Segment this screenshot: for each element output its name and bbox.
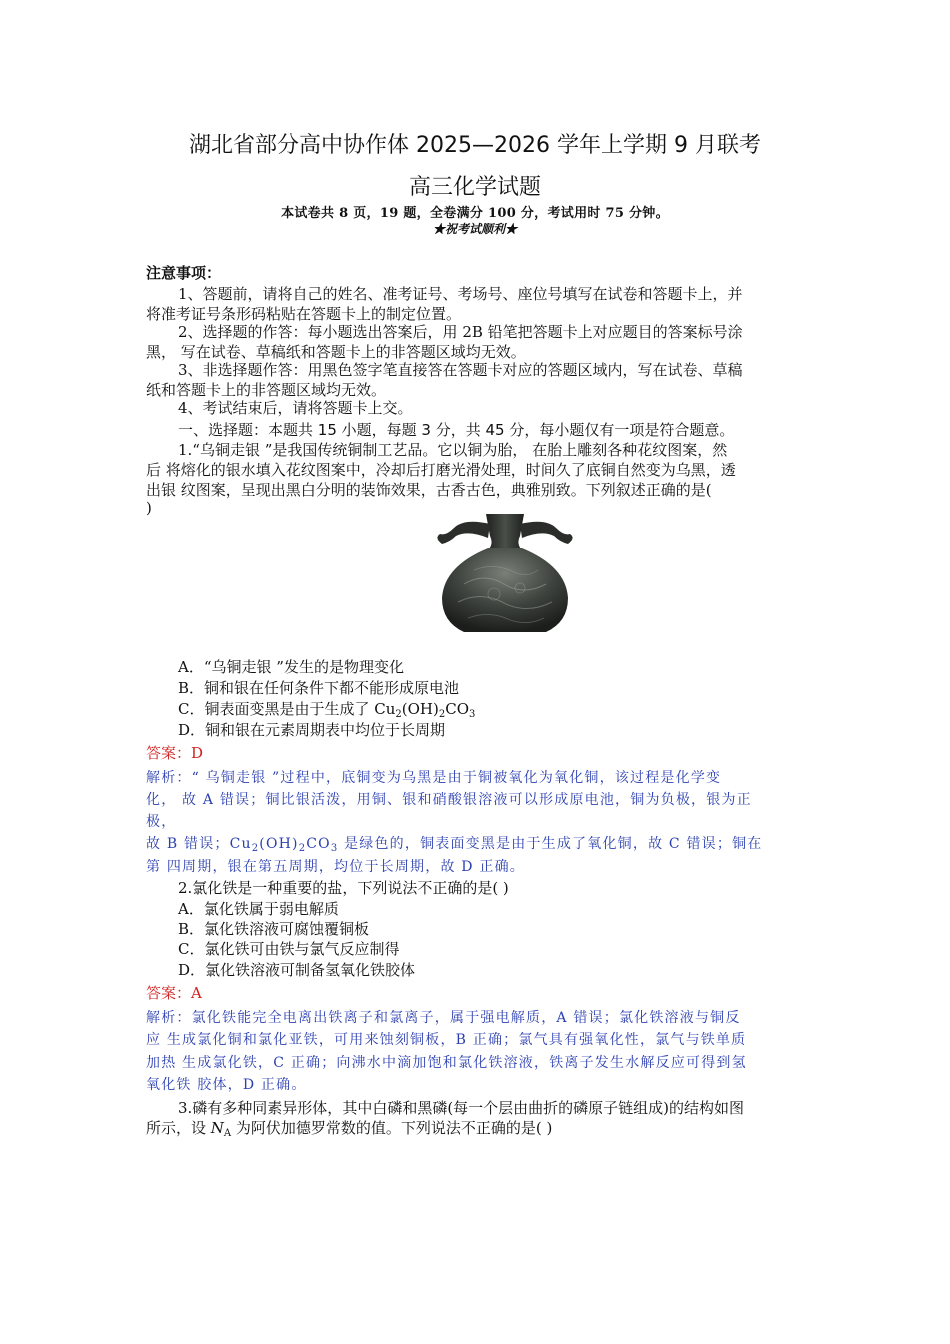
q2-explanation-line: 应 生成氯化铜和氯化亚铁，可用来蚀刻铜板，B 正确；氯气具有强氧化性，氯气与铁单质 [146,1032,747,1048]
notice-line: 4、考试结束后，请将答题卡上交。 [178,399,413,417]
q2-explanation-line: 加热 生成氯化铁，C 正确；向沸水中滴加饱和氯化铁溶液，铁离子发生水解反应可得到氢 [146,1055,747,1071]
section-heading [178,420,812,440]
exam-motto: ★祝考试顺利★ [432,222,517,236]
q1-answer: 答案：D [146,744,204,762]
avogadro-symbol: N [210,1119,224,1137]
q2-stem: 2.氯化铁是一种重要的盐，下列说法不正确的是( ) [178,879,509,897]
notice-line: 将准考证号条形码粘贴在答题卡上的制定位置。 [146,305,462,323]
q1-stem-line: 出银 纹图案，呈现出黑白分明的装饰效果，古香古色，典雅别致。下列叙述正确的是( [146,481,712,499]
q3-stem-text: 所示，设 [146,1119,211,1137]
exam-subject-title: 高三化学试题 [408,175,541,200]
subscript: 2 [438,709,446,720]
q1-explanation-line: 第 四周期，银在第五周期，均位于长周期，故 D 正确。 [146,859,525,875]
q1-stem-line: 后 将熔化的银水填入花纹图案中，冷却后打磨光滑处理，时间久了底铜自然变为乌黑，透 [146,461,736,479]
q1-option-c-text: C．铜表面变黑是由于生成了 Cu [178,700,396,718]
q1-stem-line: ) [146,499,152,517]
q1-explanation-line: 解析：“ 乌铜走银 ”过程中，底铜变为乌黑是由于铜被氧化为氧化铜，该过程是化学变 [146,770,722,786]
q2-option-c: C．氯化铁可由铁与氯气反应制得 [178,940,400,958]
notice-line: 纸和答题卡上的非答题区域均无效。 [146,381,387,399]
q1-option-c-text: CO [445,700,470,718]
q3-stem-text: 为阿伏加德罗常数的值。下列说法不正确的是( ) [231,1119,553,1137]
section-desc: 本题共 15 小题，每题 3 分，共 45 分，每小题仅有一项是符合题意。 [268,421,735,439]
q3-stem-line: 3.磷有多种同素异形体，其中白磷和黑磷(每一个层由曲折的磷原子链组成)的结构如图 [178,1099,745,1117]
section-prefix: 一、选择题： [178,421,269,439]
q1-explanation-text: CO [306,836,331,852]
subscript: 3 [330,843,339,854]
q1-option-c [178,699,844,719]
q1-explanation-line [146,834,812,854]
q2-answer: 答案：A [146,984,202,1002]
exam-info: 本试卷共 8 页，19 题，全卷满分 100 分，考试用时 75 分钟。 [281,206,669,221]
notice-line: 2、选择题的作答：每小题选出答案后，用 2B 铅笔把答题卡上对应题目的答案标号涂 [178,323,743,341]
notice-line: 3、非选择题作答：用黑色签字笔直接答在答题卡对应的答题区域内，写在试卷、草稿 [178,361,743,379]
q1-explanation-line: 极， [146,814,177,830]
notice-line: 1、答题前，请将自己的姓名、准考证号、考场号、座位号填写在试卷和答题卡上，并 [178,285,743,303]
notice-line: 黑， 写在试卷、草稿纸和答题卡上的非答题区域均无效。 [146,343,526,361]
notice-heading: 注意事项： [146,264,222,282]
q2-option-b: B．氯化铁溶液可腐蚀覆铜板 [178,920,370,938]
subscript: 2 [251,843,260,854]
subscript: 3 [469,709,476,720]
subscript: 2 [395,709,402,720]
q1-explanation-text: 是绿色的，铜表面变黑是由于生成了氧化铜，故 C 错误；铜在 [338,836,763,852]
q1-explanation-text: (OH) [259,836,299,852]
q1-option-c-text: (OH) [401,700,439,718]
q2-explanation-line: 解析：氯化铁能完全电离出铁离子和氯离子，属于强电解质，A 错误；氯化铁溶液与铜反 [146,1010,741,1026]
subscript: 2 [298,843,307,854]
subscript: A [223,1128,232,1139]
q1-explanation-text: 故 B 错误；Cu [146,836,252,852]
q1-option-a: A．“乌铜走银 ”发生的是物理变化 [178,658,404,676]
q2-option-a: A．氯化铁属于弱电解质 [178,900,339,918]
q1-option-b: B．铜和银在任何条件下都不能形成原电池 [178,679,460,697]
exam-title: 湖北省部分高中协作体 2025—2026 学年上学期 9 月联考 [189,133,761,158]
q2-explanation-line: 氧化铁 胶体，D 正确。 [146,1077,307,1093]
q3-stem-line [146,1118,812,1138]
q1-option-d: D．铜和银在元素周期表中均位于长周期 [178,721,446,739]
vase-image [424,514,586,632]
q2-option-d: D．氯化铁溶液可制备氢氧化铁胶体 [178,961,416,979]
q1-explanation-line: 化， 故 A 错误；铜比银活泼，用铜、银和硝酸银溶液可以形成原电池，铜为负极，银为正 [146,792,752,808]
q1-stem-line: 1.“乌铜走银 ”是我国传统铜制工艺品。它以铜为胎， 在胎上雕刻各种花纹图案，然 [178,441,728,459]
